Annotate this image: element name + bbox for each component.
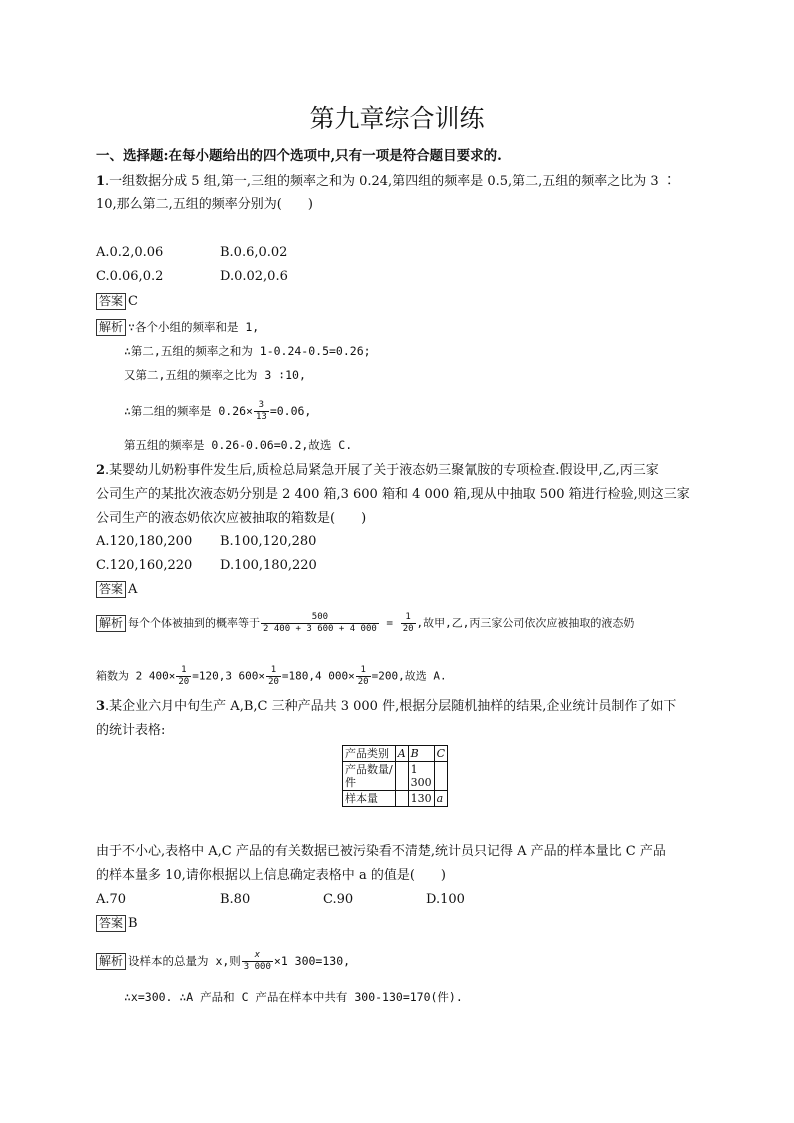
answer-3 (96, 915, 138, 933)
fraction: $\frac{x}{3 000}$ (243, 950, 271, 972)
solution-1-line-5: 第五组的频率是 0.26-0.06=0.2,故选 C. (124, 438, 353, 452)
solution-1-line-2: ∴第二,五组的频率之和为 1-0.24-0.5=0.26; (124, 344, 371, 358)
table-row (343, 762, 448, 791)
question-3-number: 3 (96, 699, 106, 714)
question-3-line-3: 由于不小心,表格中 A,C 产品的有关数据已被污染看不清楚,统计员只记得 A 产品的样本量比 C 产品 (96, 844, 666, 859)
fraction: $\frac{1}{20}$ (268, 665, 279, 687)
solution-3-line-2: ∴x=300. ∴A 产品和 C 产品在样本中共有 300-130=170(件). (124, 990, 463, 1004)
option-2-b: B.100,120,280 (220, 534, 317, 549)
fraction: $\frac{1}{20}$ (357, 665, 369, 687)
fraction: $\frac{1}{20}$ (402, 612, 414, 634)
option-3-b: B.80 (220, 892, 251, 907)
table-cell (395, 762, 408, 791)
table-header-cell: A (395, 746, 408, 762)
answer-2 (96, 581, 137, 599)
table-row (343, 746, 448, 762)
option-3-d: D.100 (426, 892, 465, 907)
question-2-line-2: 公司生产的某批次液态奶分别是 2 400 箱,3 600 箱和 4 000 箱,现从中抽取 500 箱进行检验,则这三家 (96, 487, 690, 502)
option-1-d: D.0.02,0.6 (220, 269, 288, 284)
answer-value: A (128, 582, 138, 597)
solution-2-line-2: 箱数为 2 400× $\frac{1}{20}$ =120,3 600× $\frac{1}{20}$ =180,4 000× $\frac{1}{20}$ =200,故选 A. (96, 665, 447, 687)
fraction: $\frac{1}{20}$ (178, 665, 190, 687)
statistics-table (342, 745, 448, 807)
question-1-number: 1 (96, 174, 106, 189)
answer-label: 答案 (96, 915, 126, 932)
table-cell: 1 300 (408, 762, 434, 791)
solution-3-line-1: 解析 设样本的总量为 x,则 $\frac{x}{3 000}$ ×1 300=130, (96, 950, 350, 973)
option-1-c: C.0.06,0.2 (96, 269, 164, 284)
question-3-line-1: 3.某企业六月中旬生产 A,B,C 三种产品共 3 000 件,根据分层随机抽样的结果,企业统计员制作了如下 (96, 699, 677, 714)
option-1-b: B.0.6,0.02 (220, 245, 288, 260)
answer-1 (96, 293, 138, 311)
solution-2-line-1: 解析 每个个体被抽到的概率等于 $\frac{500}{2 400 + 3 600 + 4 000}$ = $\frac{1}{20}$ ,故甲,乙,丙三家公司依次应被抽取的液态奶 (96, 612, 634, 635)
fraction: $\frac{500}{2 400 + 3 600 + 4 000}$ (263, 612, 377, 634)
table-row (343, 791, 448, 807)
question-3-line-4: 的样本量多 10,请你根据以上信息确定表格中 a 的值是( ) (96, 868, 446, 883)
solution-1-line-3: 又第二,五组的频率之比为 3 ∶10, (124, 368, 306, 382)
option-2-d: D.100,180,220 (220, 558, 317, 573)
answer-label: 答案 (96, 581, 126, 598)
question-2-number: 2 (96, 463, 106, 478)
option-2-c: C.120,160,220 (96, 558, 193, 573)
fraction: $\frac{3}{13}$ (255, 400, 267, 422)
table-cell: a (434, 791, 447, 807)
page-title: 第九章综合训练 (309, 104, 485, 133)
answer-value: B (128, 916, 138, 931)
question-2-line-3: 公司生产的液态奶依次应被抽取的箱数是( ) (96, 511, 367, 526)
table-cell (395, 791, 408, 807)
option-1-a: A.0.2,0.06 (96, 245, 164, 260)
analysis-label: 解析 (96, 615, 126, 632)
analysis-label: 解析 (96, 953, 126, 970)
solution-1-line-1: 解析 ∵各个小组的频率和是 1, (96, 318, 259, 336)
section-heading: 一、选择题:在每小题给出的四个选项中,只有一项是符合题目要求的. (96, 148, 502, 164)
question-3-line-2: 的统计表格: (96, 723, 166, 738)
table-cell: 样本量 (343, 791, 396, 807)
question-1-line-1: 1.一组数据分成 5 组,第一,三组的频率之和为 0.24,第四组的频率是 0.5,第二,五组的频率之比为 3 ∶ (96, 174, 676, 189)
answer-label: 答案 (96, 293, 126, 310)
answer-value: C (128, 294, 138, 309)
question-1-line-2: 10,那么第二,五组的频率分别为( ) (96, 197, 313, 212)
table-cell: 产品数量/ 件 (343, 762, 396, 791)
solution-1-line-4: ∴第二组的频率是 0.26× $\frac{3}{13}$ =0.06, (124, 400, 312, 422)
table-header-cell: B (408, 746, 434, 762)
option-3-a: A.70 (96, 892, 127, 907)
table-cell (434, 762, 447, 791)
table-header-cell: 产品类别 (343, 746, 396, 762)
table-cell: 130 (408, 791, 434, 807)
option-2-a: A.120,180,200 (96, 534, 193, 549)
table-header-cell: C (434, 746, 447, 762)
question-2-line-1: 2.某婴幼儿奶粉事件发生后,质检总局紧急开展了关于液态奶三聚氰胺的专项检查.假设甲,乙,丙三家 (96, 463, 659, 478)
analysis-label: 解析 (96, 319, 126, 336)
option-3-c: C.90 (323, 892, 354, 907)
